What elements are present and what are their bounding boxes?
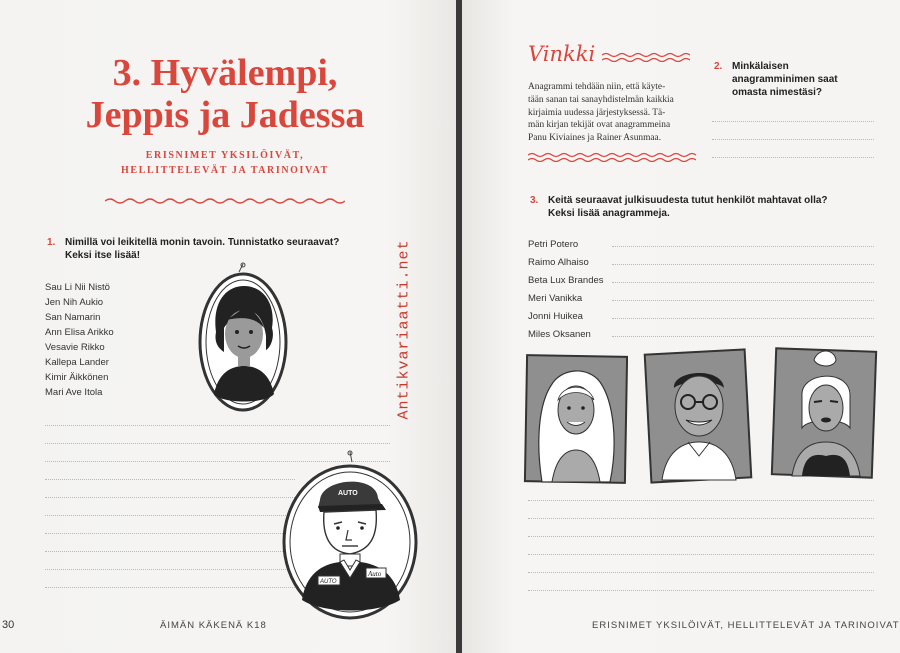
chest-badge-right-text: Auto xyxy=(368,570,382,578)
vinkki-wave-top xyxy=(602,52,690,62)
answer-line[interactable] xyxy=(528,500,874,501)
answer-line[interactable] xyxy=(45,551,285,552)
question-3-line-1: Keitä seuraavat julkisuudesta tutut henkilöt mahtavat olla? xyxy=(548,195,828,206)
list-item: Petri Potero xyxy=(528,239,579,250)
question-2 xyxy=(714,60,872,99)
answer-line[interactable] xyxy=(45,443,390,444)
page-number: 30 xyxy=(2,619,15,631)
list-item: Kimir Äikkönen xyxy=(45,372,109,383)
tip-line: Panu Kiviaines ja Rainer Asunmaa. xyxy=(528,133,662,144)
vinkki-heading: Vinkki xyxy=(528,42,596,66)
left-footer: ÄIMÄN KÄKENÄ K18 xyxy=(160,620,267,631)
subtitle-line-2: HELLITTELEVÄT JA TARINOIVAT xyxy=(121,165,329,176)
man-with-glasses-portrait xyxy=(642,348,754,486)
watermark xyxy=(393,239,413,420)
tip-line: män kirjan tekijät ovat anagrammeina xyxy=(528,120,671,131)
answer-line[interactable] xyxy=(528,572,874,573)
list-item: San Namarin xyxy=(45,312,101,323)
answer-line[interactable] xyxy=(612,282,874,283)
answer-line[interactable] xyxy=(612,300,874,301)
vinkki-tip-text xyxy=(528,81,713,145)
tip-line: kirjaimia uudessa järjestyksessä. Tä- xyxy=(528,107,666,118)
right-footer: ERISNIMET YKSILÖIVÄT, HELLITTELEVÄT JA TARINOIVAT xyxy=(592,620,900,631)
question-1-line-1: Nimillä voi leikitellä monin tavoin. Tunnistatko seuraavat? xyxy=(65,237,340,248)
answer-line[interactable] xyxy=(528,518,874,519)
blonde-woman-portrait xyxy=(522,354,628,486)
answer-line[interactable] xyxy=(612,336,874,337)
question-1-line-2: Keksi itse lisää! xyxy=(65,250,141,261)
question-3-number: 3. xyxy=(530,195,539,206)
answer-line[interactable] xyxy=(712,157,874,158)
answer-line[interactable] xyxy=(45,515,290,516)
chapter-title xyxy=(60,52,390,136)
title-wave-divider xyxy=(105,196,345,206)
question-2-line: Minkälaisen xyxy=(732,61,789,72)
list-item: Ann Elisa Arikko xyxy=(45,327,114,338)
answer-line[interactable] xyxy=(612,318,874,319)
answer-line[interactable] xyxy=(712,139,874,140)
answer-line[interactable] xyxy=(45,479,295,480)
list-item: Kallepa Lander xyxy=(45,357,109,368)
question-1 xyxy=(47,236,365,262)
answer-line[interactable] xyxy=(528,554,874,555)
answer-line[interactable] xyxy=(45,533,285,534)
answer-line[interactable] xyxy=(712,121,874,122)
ponytail-woman-portrait xyxy=(768,346,880,482)
question-2-number: 2. xyxy=(714,61,723,72)
answer-line[interactable] xyxy=(528,590,874,591)
chapter-subtitle xyxy=(80,148,370,178)
answer-line[interactable] xyxy=(45,497,295,498)
left-anagram-list xyxy=(45,280,114,400)
right-anagram-list xyxy=(528,236,604,344)
list-item: Vesavie Rikko xyxy=(45,342,105,353)
question-2-line: omasta nimestäsi? xyxy=(732,87,823,98)
subtitle-line-1: ERISNIMET YKSILÖIVÄT, xyxy=(145,150,305,161)
woman-oval-portrait xyxy=(196,262,290,414)
vinkki-wave-bottom xyxy=(528,152,696,162)
chapter-title-line-1: 3. Hyvälempi, xyxy=(112,52,338,94)
racer-oval-portrait xyxy=(278,450,422,622)
answer-line[interactable] xyxy=(612,264,874,265)
tip-line: Anagrammi tehdään niin, että käyte- xyxy=(528,82,666,92)
answer-line[interactable] xyxy=(528,536,874,537)
answer-line[interactable] xyxy=(45,587,295,588)
question-3-line-2: Keksi lisää anagrammeja. xyxy=(548,208,670,219)
chest-badge-left-text: AUTO xyxy=(320,579,337,585)
question-3 xyxy=(530,194,868,220)
cap-logo-text: AUTO xyxy=(338,490,358,497)
answer-line[interactable] xyxy=(45,425,390,426)
list-item: Miles Oksanen xyxy=(528,329,591,340)
list-item: Meri Vanikka xyxy=(528,293,583,304)
list-item: Raimo Alhaiso xyxy=(528,257,589,268)
list-item: Mari Ave Itola xyxy=(45,387,103,398)
list-item: Beta Lux Brandes xyxy=(528,275,604,286)
list-item: Jonni Huikea xyxy=(528,311,583,322)
list-item: Sau Li Nii Nistö xyxy=(45,282,110,293)
list-item: Jen Nih Aukio xyxy=(45,297,104,308)
watermark-text: Antikvariaatti.net xyxy=(395,239,413,420)
answer-line[interactable] xyxy=(612,246,874,247)
answer-line[interactable] xyxy=(45,569,290,570)
question-1-number: 1. xyxy=(47,237,56,248)
chapter-title-line-2: Jeppis ja Jadessa xyxy=(85,94,365,136)
question-2-line: anagramminimen saat xyxy=(732,74,838,85)
tip-line: tään sanan tai sanayhdistelmän kaikkia xyxy=(528,94,674,105)
